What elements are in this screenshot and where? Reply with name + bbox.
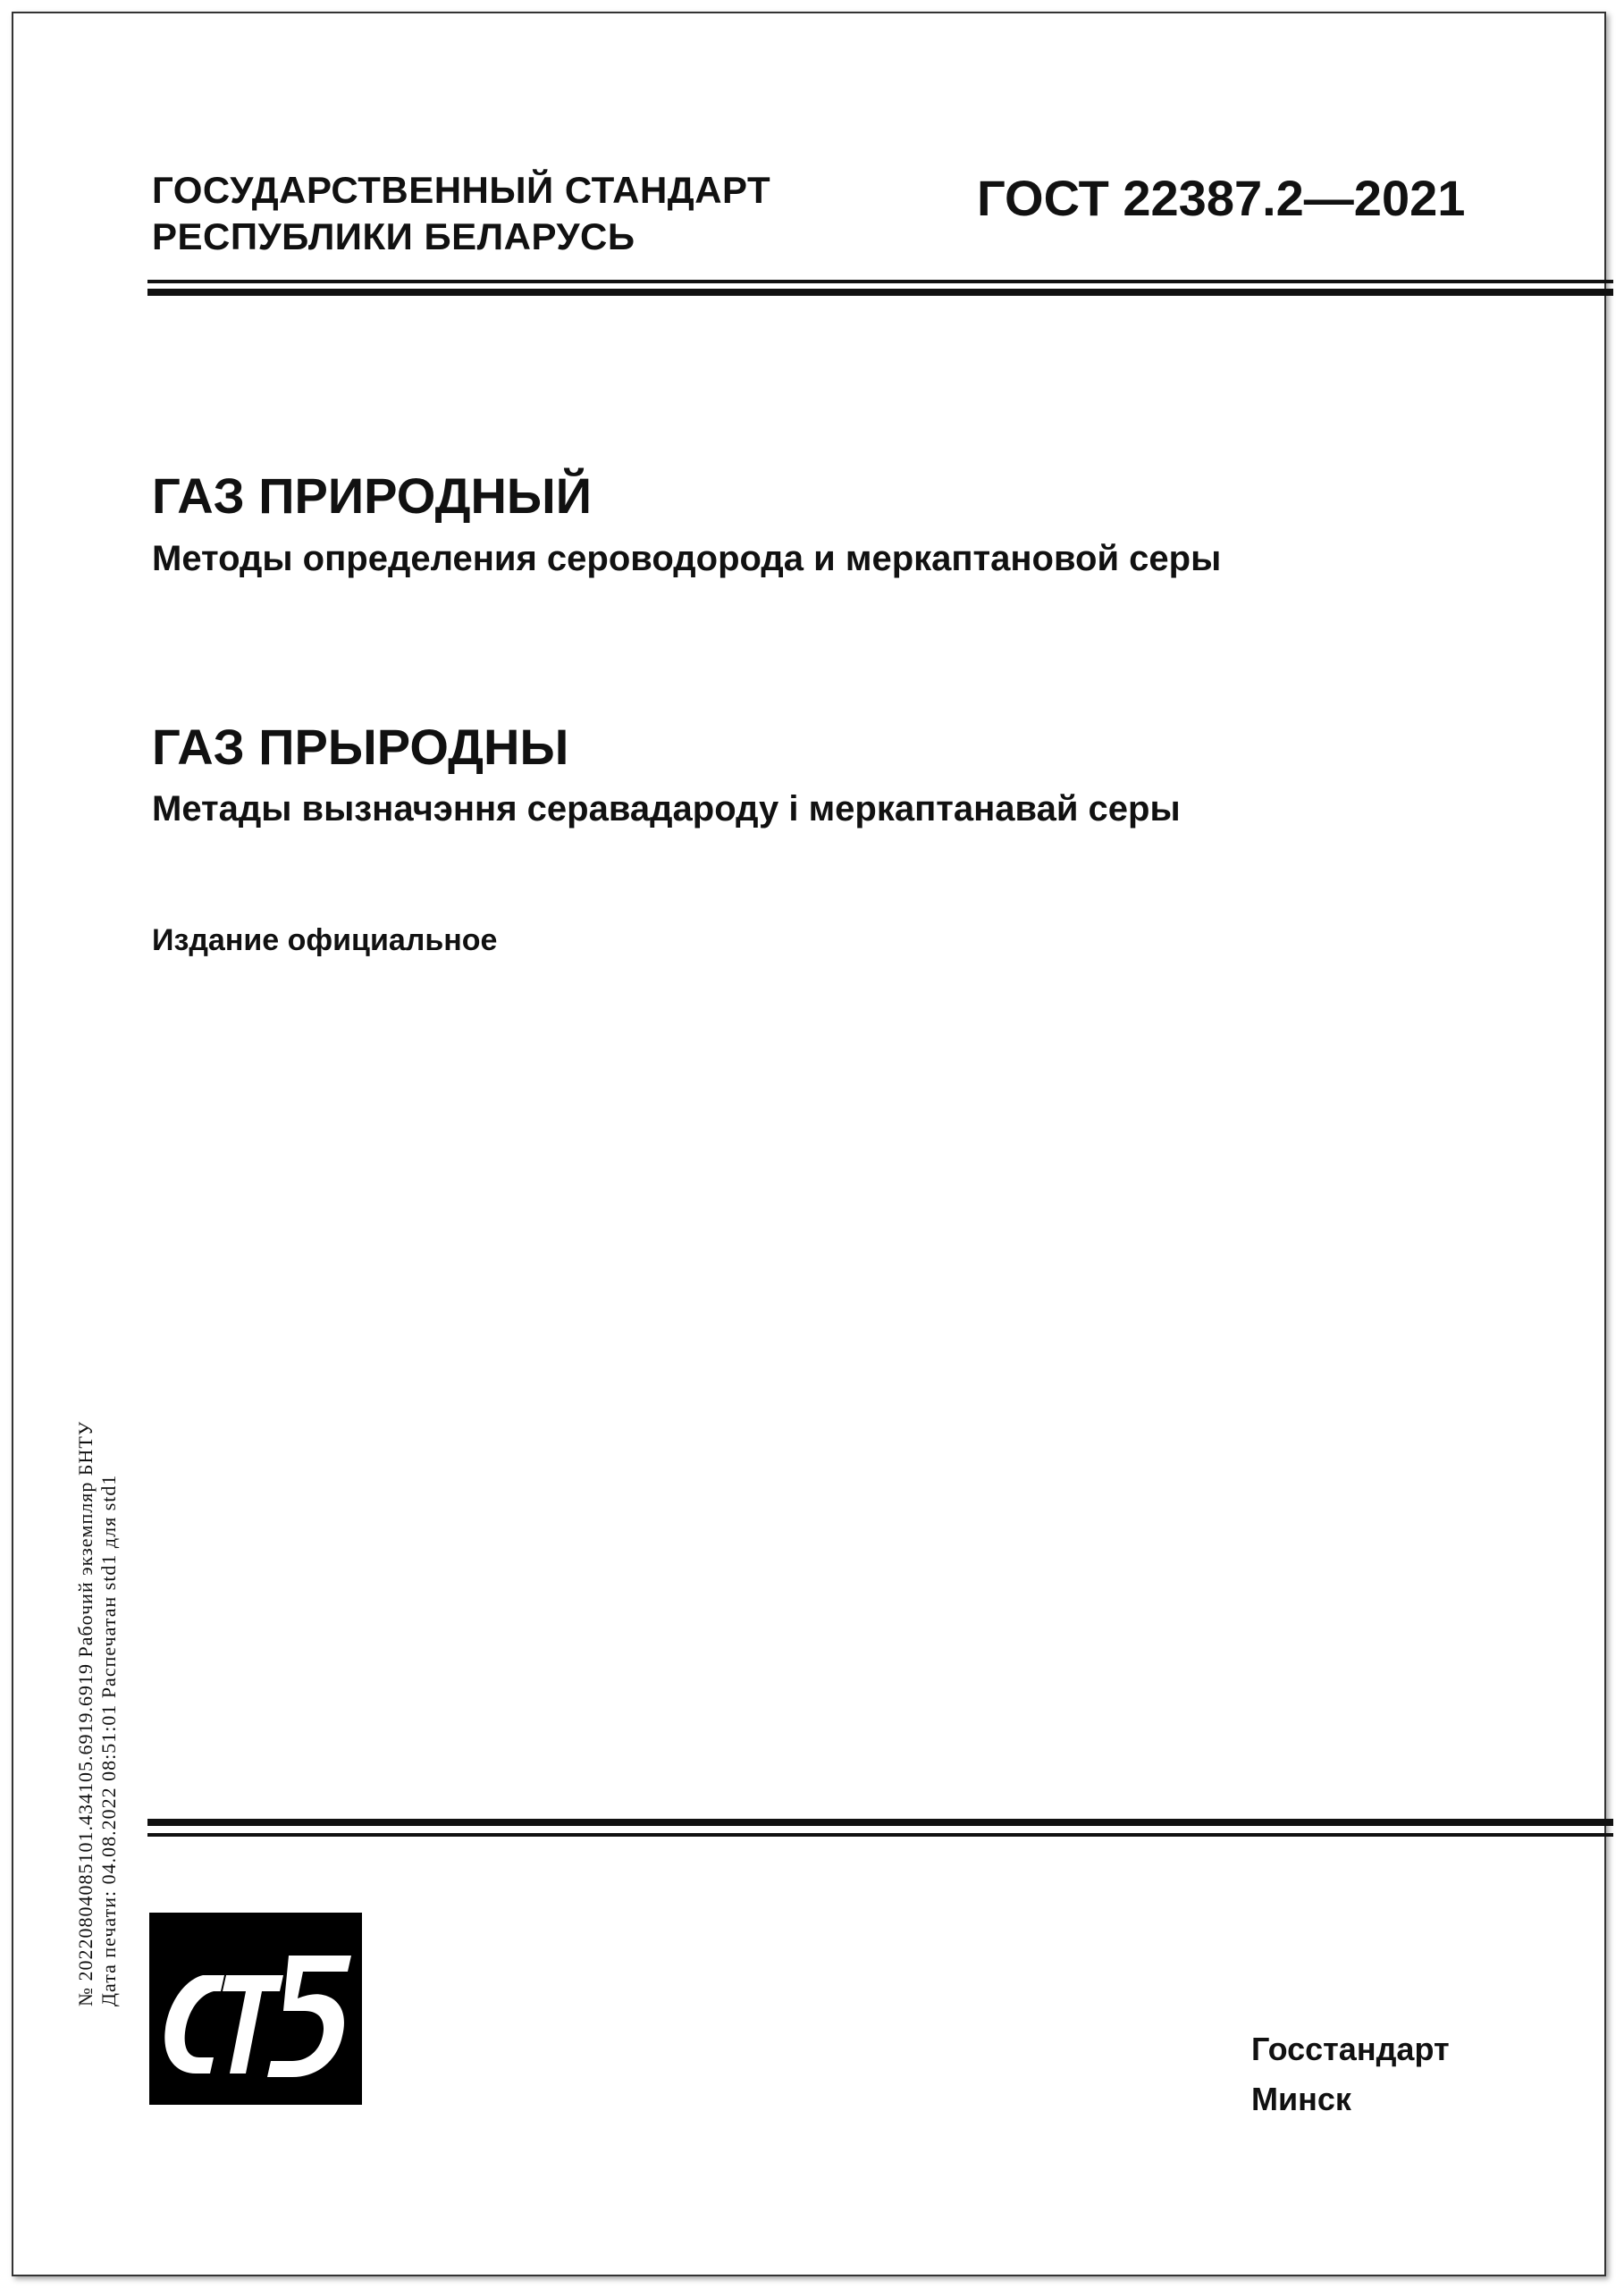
document-page	[12, 12, 1606, 2276]
gosstandart-logo-icon	[149, 1913, 362, 2105]
publisher-name: Госстандарт	[1251, 2031, 1450, 2067]
margin-stamp-line-1: № 20220804085101.434105.6919.6919 Рабочий экземпляр БНТУ	[74, 1420, 97, 2006]
standard-designation: ГОСТ 22387.2—2021	[977, 170, 1466, 226]
issuer-line-1: ГОСУДАРСТВЕННЫЙ СТАНДАРТ	[152, 169, 771, 211]
bottom-rule-thin	[147, 1833, 1613, 1837]
publisher-city: Минск	[1251, 2081, 1351, 2117]
title-russian: ГАЗ ПРИРОДНЫЙ	[152, 467, 592, 524]
top-rule-thick	[147, 289, 1613, 296]
margin-stamp-line-2: Дата печати: 04.08.2022 08:51:01 Распечатан std1 для std1	[97, 1474, 120, 2006]
publisher-block	[1251, 2024, 1450, 2124]
bottom-rule-thick	[147, 1819, 1613, 1826]
issuer-block	[152, 167, 770, 260]
top-rule-thin	[147, 280, 1613, 283]
subtitle-belarusian: Метады вызначэння серавадароду і меркаптанавай серы	[152, 789, 1181, 829]
subtitle-russian: Методы определения сероводорода и меркаптановой серы	[152, 539, 1222, 578]
edition-label: Издание официальное	[152, 923, 498, 957]
margin-stamp	[74, 1421, 121, 2006]
title-belarusian: ГАЗ ПРЫРОДНЫ	[152, 719, 569, 775]
issuer-line-2: РЕСПУБЛИКИ БЕЛАРУСЬ	[152, 215, 635, 257]
